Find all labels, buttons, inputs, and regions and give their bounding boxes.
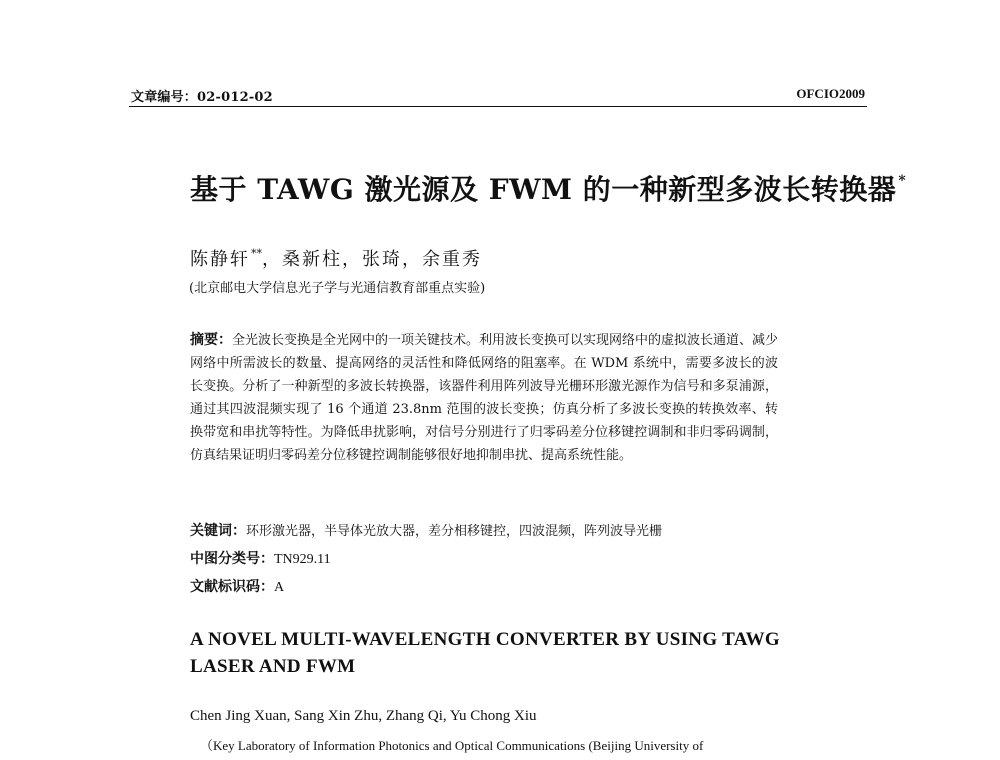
clc-label: 中图分类号： <box>190 551 274 567</box>
title-footnote-mark: * <box>898 173 907 189</box>
authors-cn <box>190 245 482 271</box>
paper-title-en: A NOVEL MULTI-WAVELENGTH CONVERTER BY USING TAWG LASER AND FWM <box>190 629 780 677</box>
keywords-text: 环形激光器，半导体光放大器，差分相移键控，四波混频，阵列波导光栅 <box>246 524 663 539</box>
doc-code-label: 文献标识码： <box>190 579 274 595</box>
abstract-cn <box>190 329 778 467</box>
authors-en: Chen Jing Xuan, Sang Xin Zhu, Zhang Qi, Yu Chong Xiu <box>190 708 537 724</box>
clc-number <box>190 548 331 568</box>
header-rule <box>129 106 867 107</box>
affiliation-en: （Key Laboratory of Information Photonics and Optical Communications (Beijing University of <box>200 738 704 753</box>
affiliation-cn: (北京邮电大学信息光子学与光通信教育部重点实验) <box>189 281 486 296</box>
keywords-cn <box>190 520 662 540</box>
clc-value: TN929.11 <box>274 552 331 567</box>
abstract-text: 全光波长变换是全光网中的一项关键技术。利用波长变换可以实现网络中的虚拟波长通道、减少网络中所需波长的数量、提高网络的灵活性和降低网络的阻塞率。在 WDM 系统中，需要多波长的波长变换。分析了一种新型的多波长转换器，该器件利用阵列波导光栅环形激光源作为信号和多泵浦源，通过其四波混频实现了 16 个通道 23.8nm 范围的波长变换；仿真分析了多波长变换的转换效率、转换带宽和串扰等特性。为降低串扰影响，对信号分别进行了归零码差分位移键控调制和非归零码调制，仿真结果证明归零码差分位移键控调制能够很好地抑制串扰、提高系统性能。 <box>190 333 779 463</box>
paper-title-cn-text: 基于 TAWG 激光源及 FWM 的一种新型多波长转换器 <box>190 173 897 206</box>
keywords-label: 关键词： <box>190 523 246 539</box>
document-code <box>190 576 284 596</box>
paper-title-cn <box>190 168 906 208</box>
article-number: 文章编号：02-012-02 <box>131 90 273 105</box>
conference-name: OFCIO2009 <box>796 86 865 101</box>
first-author-cn: 陈静轩 <box>190 249 250 270</box>
doc-code-value: A <box>274 580 285 595</box>
author-footnote-mark: ** <box>251 247 262 260</box>
abstract-label: 摘要： <box>190 332 232 348</box>
other-authors-cn: ，桑新柱，张琦，余重秀 <box>262 249 482 270</box>
